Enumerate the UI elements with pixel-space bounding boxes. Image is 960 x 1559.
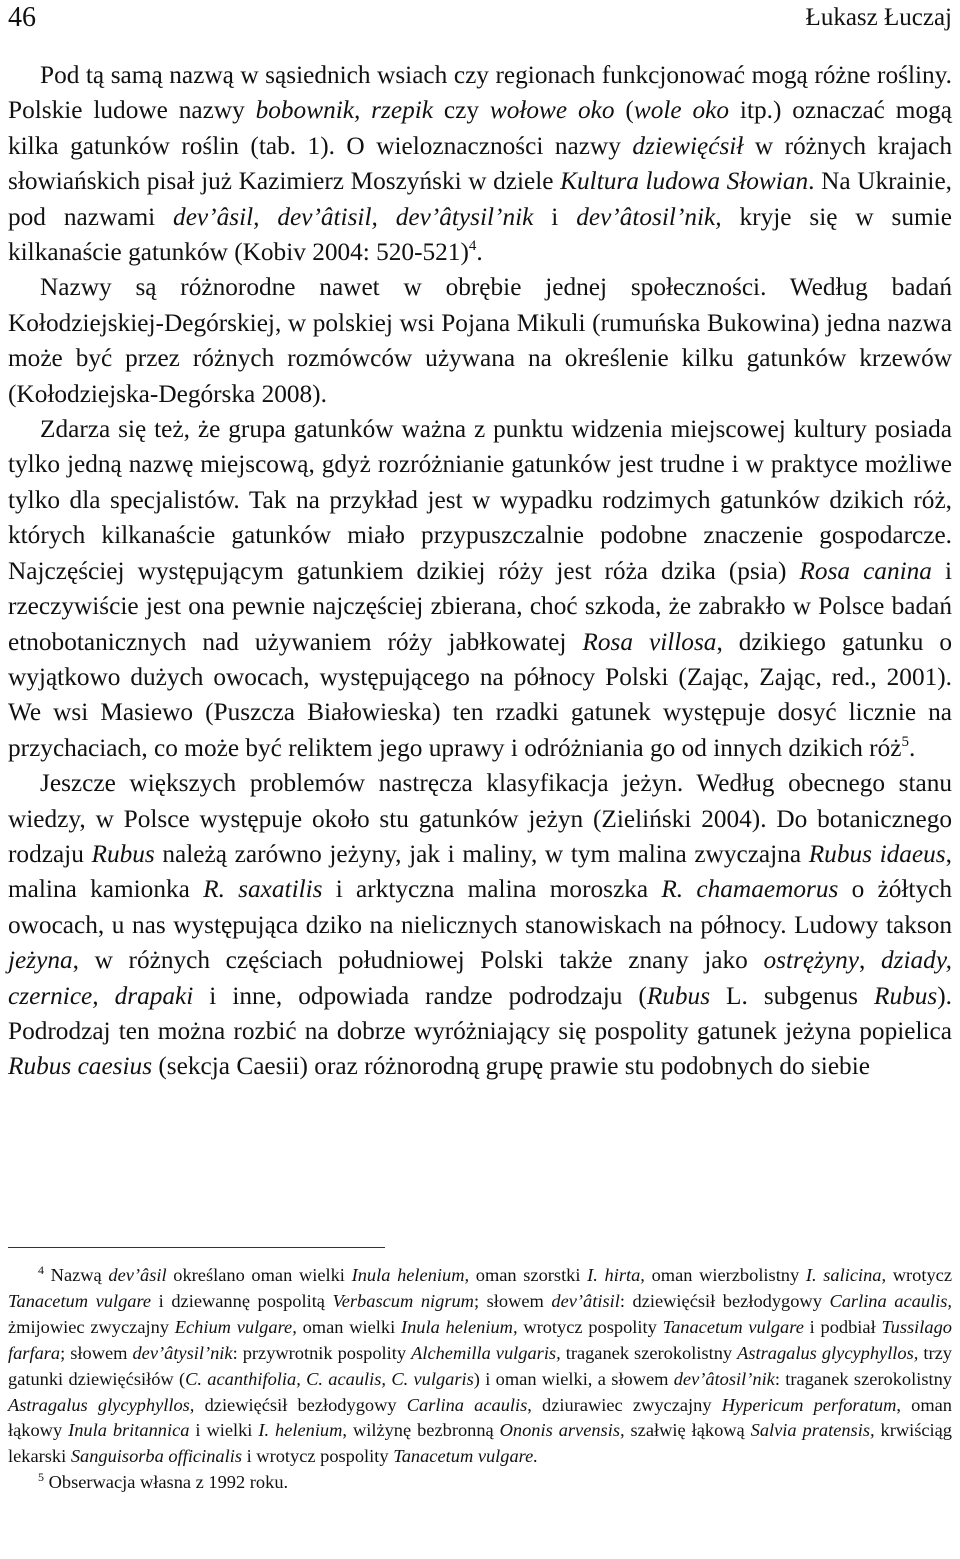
text-run: , malina kamionka <box>8 839 952 904</box>
text-run: czy <box>433 96 490 125</box>
italic-term: Verbascum nigrum <box>332 1290 474 1311</box>
footnotes <box>8 1263 952 1496</box>
text-run: Nazwy są różnorodne nawet w obrębie jednej społeczności. Według badań Kołodziejskiej-Degórskiej, w polskiej wsi Pojana Mikuli (rumuńska Bukowina) jedna nazwa może być przez różnych rozmówców używana na określenie kilku gatunków krzewów (Kołodziejska-Degórska 2008). <box>8 273 952 408</box>
italic-term: Kultura ludowa Słowian <box>560 167 809 196</box>
italic-term: dziady, czernice, drapaki <box>8 946 952 1010</box>
italic-term: Salvia pratensis, <box>750 1420 875 1441</box>
italic-term: wołowe oko <box>489 96 615 125</box>
italic-term: Inula britannica <box>68 1420 190 1441</box>
text-run: ). Podrodzaj ten można rozbić na dobrze wyróżniający się pospolity gatunek jeżyna popielica <box>8 981 952 1045</box>
text-run: L. subgenus <box>710 981 874 1010</box>
footnote-ref: 5 <box>901 733 909 750</box>
italic-term: Rubus <box>874 981 938 1010</box>
footnote-ref: 5 <box>38 1470 44 1485</box>
italic-term: Ononis arvensis, <box>499 1420 625 1441</box>
text-run: szałwię łąkową <box>624 1420 751 1441</box>
text-run: , wilżynę bezbronną <box>342 1420 500 1441</box>
text-run: należą zarówno jeżyny, jak i maliny, w tym malina zwyczajna <box>154 839 809 868</box>
italic-term: dev’âtisil <box>551 1290 620 1311</box>
text-run: (sekcja Caesii) oraz różnorodną grupę prawie stu podobnych do siebie <box>152 1052 870 1081</box>
text-run: , <box>859 946 882 975</box>
text-run: i wrotycz pospolity <box>241 1446 394 1467</box>
text-run: Nazwą <box>44 1265 109 1285</box>
italic-term: dev’âtosil’nik <box>673 1368 775 1389</box>
italic-term: I. salicina, <box>805 1265 887 1285</box>
italic-term: Rubus <box>646 981 711 1010</box>
text-run: traganek szerokolistny <box>560 1342 738 1363</box>
text-run: oman szorstki <box>469 1265 588 1285</box>
text-run: , dziurawiec zwyczajny <box>527 1394 722 1415</box>
text-run: i wielki <box>189 1420 259 1441</box>
italic-term: dziewięćsił <box>632 131 744 160</box>
italic-term: Sanguisorba officinalis <box>70 1446 242 1467</box>
italic-term: dev’âtosil’nik, <box>576 202 722 231</box>
italic-term: Hypericum perforatum <box>721 1394 897 1415</box>
italic-term: Astragalus glycyphyllos, <box>737 1342 919 1363</box>
text-run: . <box>476 238 483 267</box>
running-head-author: Łukasz Łuczaj <box>805 4 952 31</box>
italic-term: Inula helenium, <box>351 1265 470 1285</box>
text-run: ) i oman wielki, a słowem <box>473 1368 674 1389</box>
page-header <box>0 0 960 40</box>
text-run: wrotycz pospolity <box>517 1316 663 1337</box>
footnote-rule <box>8 1247 385 1248</box>
italic-term: R. saxatilis <box>203 875 323 904</box>
page-number: 46 <box>8 2 36 33</box>
italic-term: Carlina acaulis, <box>829 1290 952 1311</box>
italic-term: bobownik, rzepik <box>255 96 433 125</box>
text-run: krwiściąg lekarski <box>8 1420 953 1467</box>
italic-term: dev’âsil <box>108 1265 167 1285</box>
text-run: w różnych krajach słowiańskich pisał już Kazimierz Moszyński w dziele <box>8 131 952 196</box>
text-run: żmijowiec zwyczajny <box>8 1316 175 1337</box>
body-paragraph <box>8 766 952 1085</box>
footnote <box>8 1263 952 1470</box>
text-run: wrotycz <box>886 1265 952 1285</box>
text-run: Pod tą samą nazwą w sąsiednich wsiach czy regionach funkcjonować mogą różne rośliny. Polskie ludowe nazwy <box>8 61 952 125</box>
italic-term: I. helenium <box>258 1420 343 1441</box>
footnote-ref: 4 <box>38 1263 44 1277</box>
text-run: ; słowem <box>473 1290 552 1311</box>
italic-term: ostrężyny <box>763 946 860 975</box>
text-run: oman wielki <box>296 1316 401 1337</box>
text-run: o żółtych owocach, u nas występująca dziko na nielicznych stanowiskach na północy. Ludowy takson <box>8 875 952 939</box>
text-run: : dziewięćsił bezłodygowy <box>619 1290 830 1311</box>
italic-term: Tussilago farfara <box>8 1316 952 1363</box>
italic-term: Tanacetum vulgare <box>8 1290 152 1311</box>
text-run: : przywrotnik pospolity <box>232 1342 412 1363</box>
italic-term: Rubus idaeus <box>808 839 946 868</box>
footnote <box>8 1470 952 1496</box>
footnote-ref: 4 <box>468 238 477 255</box>
italic-term: R. chamaemorus <box>661 875 839 904</box>
text-run: . <box>908 733 916 762</box>
text-run: i arktyczna malina moroszka <box>322 875 662 904</box>
text-run: i inne, odpowiada randze podrodzaju ( <box>193 981 647 1010</box>
italic-term: Alchemilla vulgaris, <box>411 1342 561 1363</box>
italic-term: jeżyna <box>8 946 73 975</box>
text-run: kryje się w sumie kilkanaście gatunków (Kobiv 2004: 520-521) <box>8 202 952 267</box>
italic-term: wole oko <box>633 96 730 125</box>
text-run: , oman łąkowy <box>8 1394 952 1441</box>
italic-term: Tanacetum vulgare <box>662 1316 804 1337</box>
italic-term: Echium vulgare, <box>174 1316 297 1337</box>
italic-term: C. acanthifolia, C. acaulis, C. vulgaris <box>185 1368 474 1389</box>
body-paragraph <box>8 270 952 412</box>
text-run: ; słowem <box>60 1342 133 1363</box>
text-run: Jeszcze większych problemów nastręcza klasyfikacja jeżyn. Według obecnego stanu wiedzy, w Polsce występuje około stu gatunków jeżyn (Zieliński 2004). Do botanicznego rodzaju <box>8 769 952 868</box>
italic-term: Carlina acaulis <box>406 1394 528 1415</box>
body-paragraph <box>8 58 952 270</box>
italic-term: Rubus caesius <box>8 1052 153 1081</box>
italic-term: Inula helenium, <box>400 1316 518 1337</box>
text-run: i rzeczywiście jest ona pewnie najczęściej zbierana, choć szkoda, że zabrakło w Polsce badań etnobotanicznych nad używaniem róży jabłkowatej <box>8 556 952 656</box>
italic-term: I. hirta, <box>587 1265 645 1285</box>
italic-term: Tanacetum vulgare. <box>393 1446 538 1467</box>
text-run: i dziewannę pospolitą <box>151 1290 333 1311</box>
text-run: i podbiał <box>803 1316 882 1337</box>
body-paragraph <box>8 412 952 766</box>
text-run: . Na Ukrainie, pod nazwami <box>8 167 953 231</box>
italic-term: Astragalus glycyphyllos, <box>8 1394 195 1415</box>
italic-term: Rosa villosa <box>582 627 717 656</box>
italic-term: Rubus <box>91 839 155 868</box>
text-run: : traganek szerokolistny <box>774 1368 952 1389</box>
text-run: i <box>533 202 577 231</box>
text-run: ( <box>614 96 634 125</box>
text-run: Zdarza się też, że grupa gatunków ważna z punktu widzenia miejscowej kultury posiada tylko jedną nazwę miejscową, gdyż rozróżnianie gatunków jest trudne i w praktyce możliwe tylko dla specjalistów. Tak na przykład jest w wypadku rodzimych gatunków dzikich róż, których kilkanaście gatunków miało przypuszczalnie podobne znaczenie gospodarcze. Najczęściej występującym gatunkiem dzikiej róży jest róża dzika (psia) <box>8 415 952 585</box>
text-run: oman wierzbolistny <box>644 1265 806 1285</box>
body-text <box>8 58 952 1085</box>
italic-term: dev’âsil, dev’âtisil, dev’âtysil’nik <box>173 202 534 231</box>
text-run: Obserwacja własna z 1992 roku. <box>44 1472 289 1493</box>
text-run: itp.) oznaczać mogą kilka gatunków roślin (tab. 1). O wieloznaczności nazwy <box>8 96 952 160</box>
text-run: , dzikiego gatunku o wyjątkowo dużych owocach, występującego na północy Polski (Zając, Zając, red., 2001). We wsi Masiewo (Puszcza Białowieska) ten rzadki gatunek występuje dosyć licznie na przychaciach, co może być reliktem jego uprawy i odróżniania go od innych dzikich róż <box>8 627 952 762</box>
italic-term: Rosa canina <box>799 556 932 585</box>
text-run: trzy gatunki dziewięćsiłów ( <box>8 1342 952 1389</box>
text-run: , w różnych częściach południowej Polski także znany jako <box>72 946 764 975</box>
text-run: określano oman wielki <box>166 1265 352 1285</box>
text-run: dziewięćsił bezłodygowy <box>194 1394 407 1415</box>
italic-term: dev’âtysil’nik <box>132 1342 233 1363</box>
